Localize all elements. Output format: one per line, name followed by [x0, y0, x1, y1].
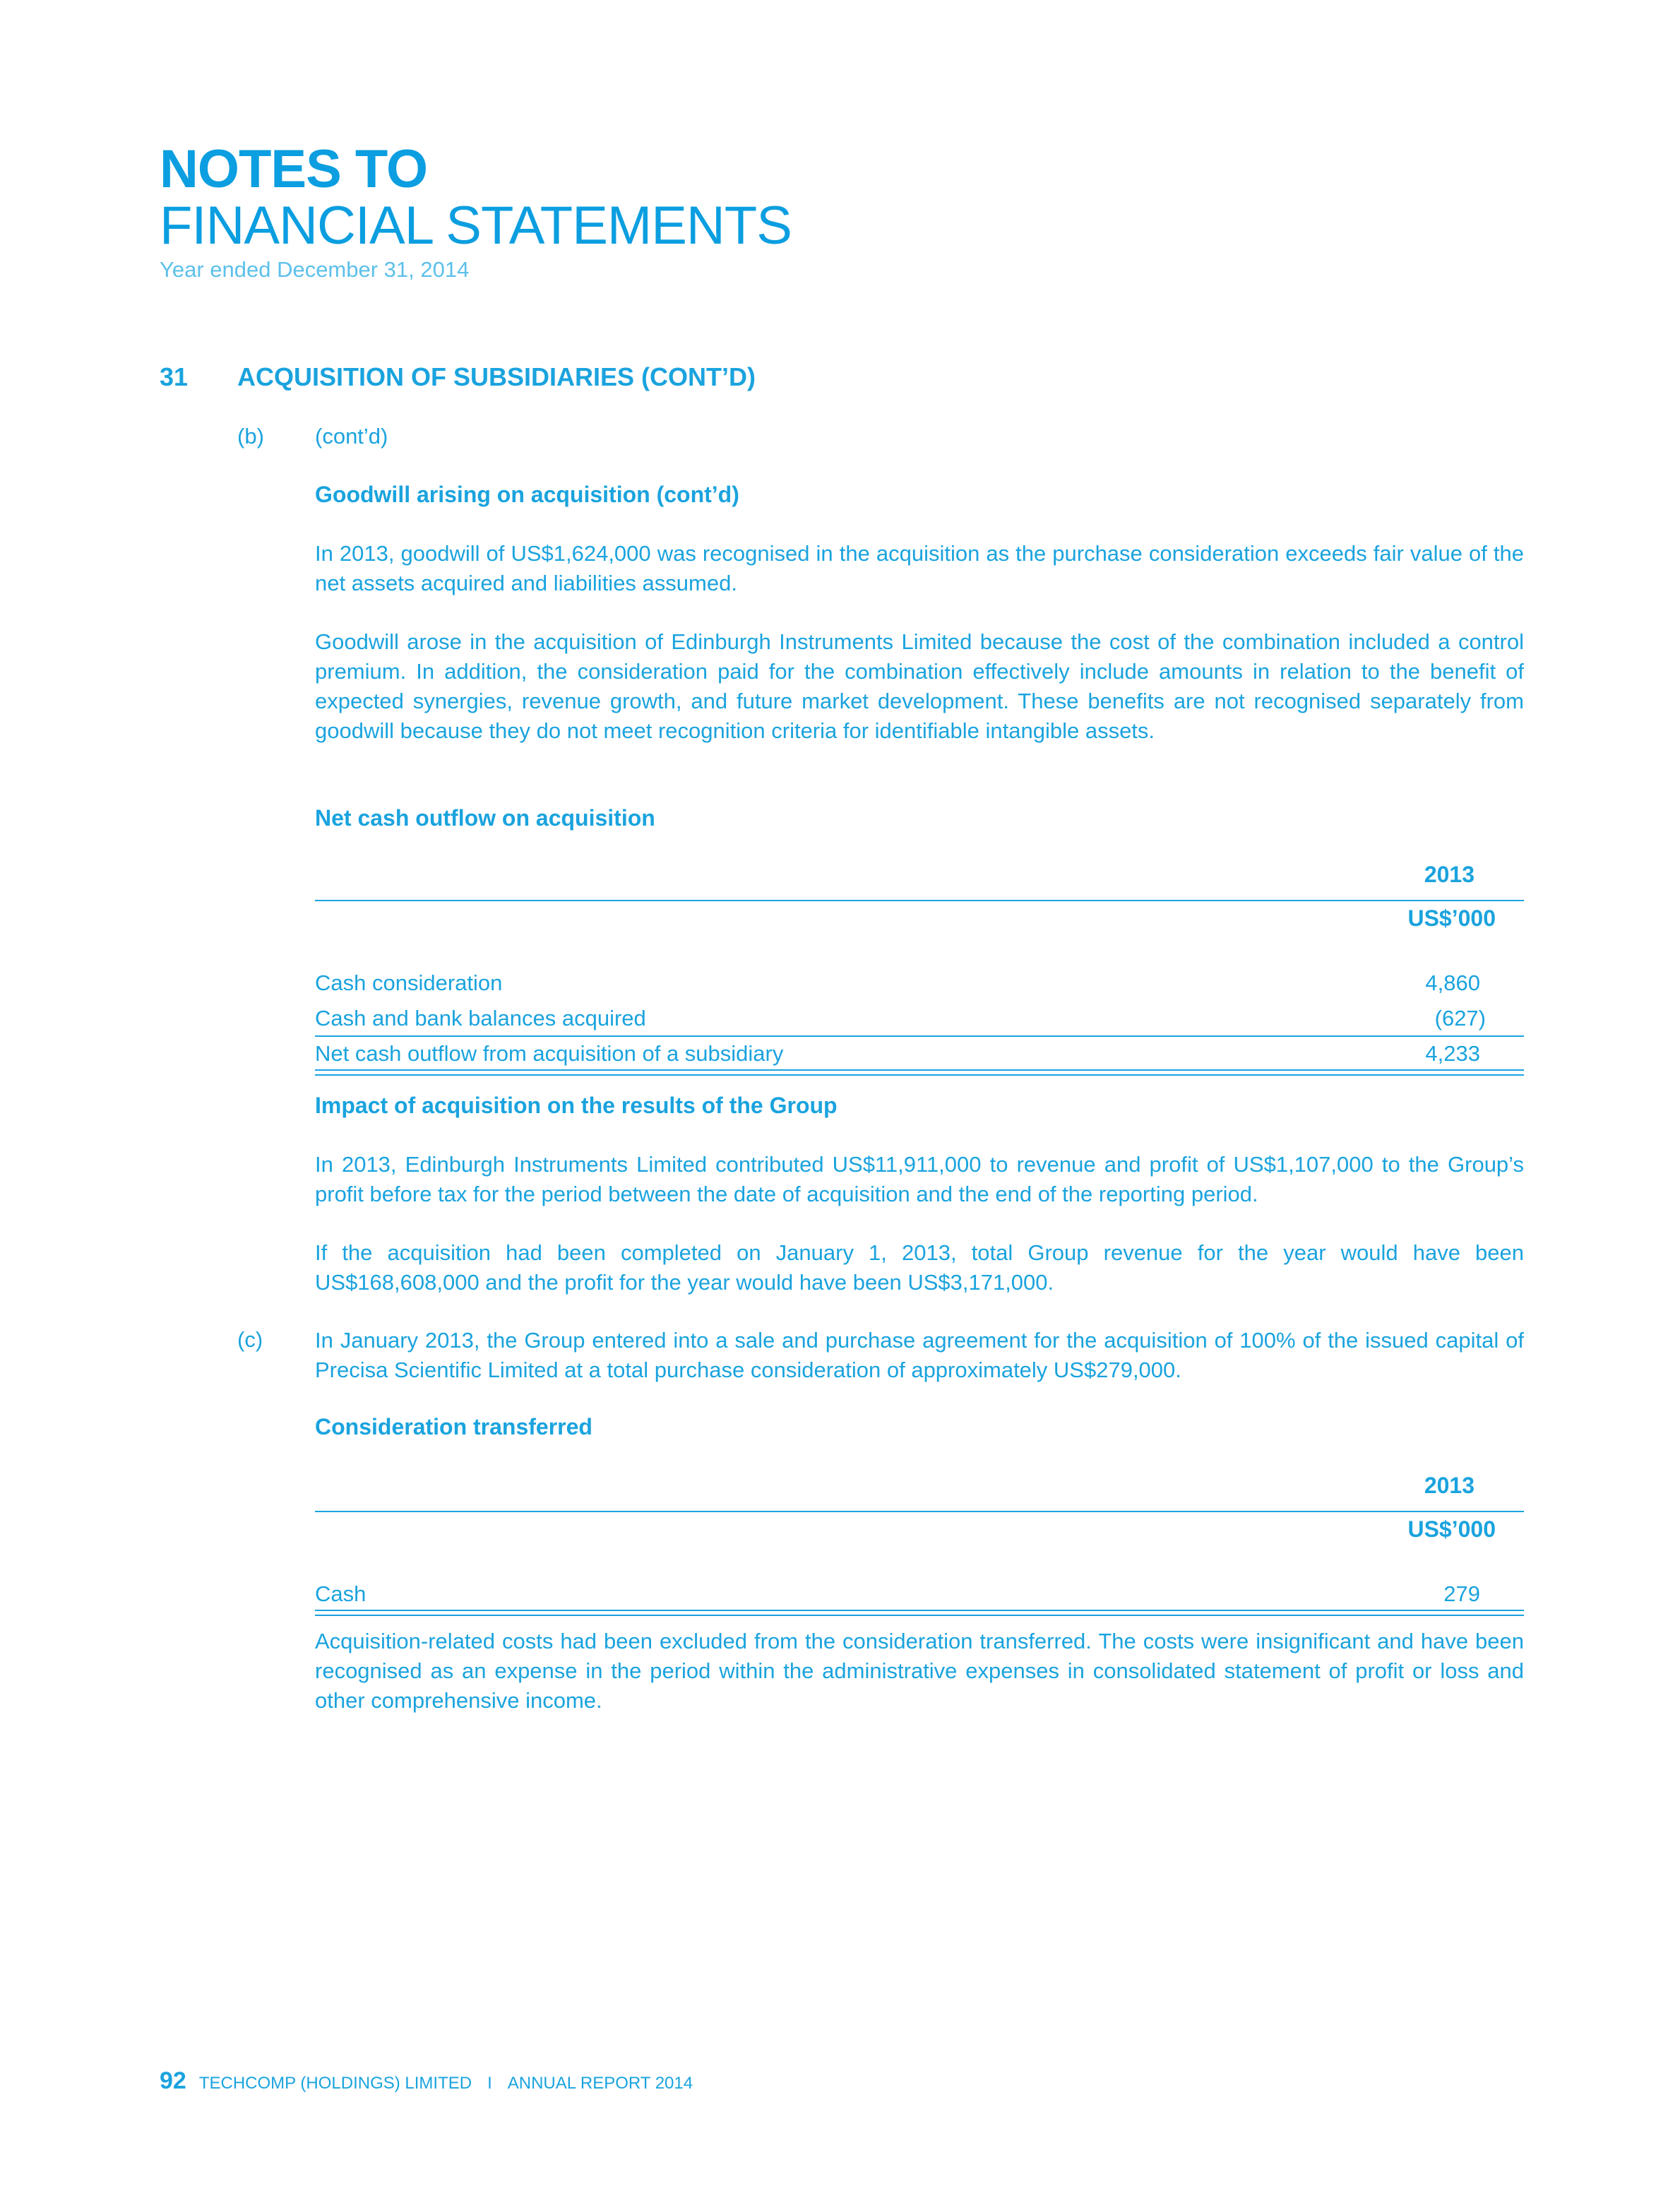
footer-report: ANNUAL REPORT 2014: [507, 2074, 693, 2093]
section-title: ACQUISITION OF SUBSIDIARIES (CONT’D): [237, 362, 756, 391]
cash-outflow-table: [315, 862, 1524, 1074]
row-value: 279: [1443, 1581, 1480, 1606]
closing-paragraph: Acquisition-related costs had been excluded from the consideration transferred. The costs were insignificant and have been recognised as an expense in the period within the administrative expenses in consolidated statement of profit or loss and other comprehensive income.: [315, 1629, 1524, 1713]
table-row: [315, 1004, 1524, 1033]
table-subtotal-rule: [315, 1035, 1524, 1037]
footer-company: TECHCOMP (HOLDINGS) LIMITED: [198, 2074, 472, 2093]
header-title-light: FINANCIAL STATEMENTS: [160, 196, 792, 256]
row-label: Cash and bank balances acquired: [315, 1006, 646, 1030]
footer-separator: I: [487, 2074, 492, 2093]
page-number: 92: [160, 2067, 186, 2094]
table-row: [315, 969, 1524, 997]
impact-paragraph-2: If the acquisition had been completed on January 1, 2013, total Group revenue for the year would have been US$168,608,000 and the profit for the year would have been US$3,171,000.: [315, 1240, 1524, 1295]
table-header-rule: [315, 1511, 1524, 1512]
table-total-double-rule: [315, 1610, 1524, 1616]
row-value: 4,233: [1425, 1041, 1480, 1066]
row-value: (627): [1434, 1006, 1486, 1030]
table-row-total: [315, 1040, 1524, 1068]
impact-heading: Impact of acquisition on the results of the Group: [315, 1093, 838, 1118]
row-value: 4,860: [1425, 970, 1480, 995]
page-footer: [160, 2067, 693, 2098]
table-unit-header: US$’000: [1407, 1516, 1496, 1542]
row-label: Cash consideration: [315, 970, 503, 995]
impact-paragraph-1: In 2013, Edinburgh Instruments Limited contributed US$11,911,000 to revenue and profit of US$1,107,000 to the Group’s profit before tax for the period between the date of acquisition and the end of the reporting period.: [315, 1152, 1524, 1206]
consideration-heading: Consideration transferred: [315, 1414, 592, 1439]
row-label: Net cash outflow from acquisition of a subsidiary: [315, 1041, 784, 1066]
header-subtitle: Year ended December 31, 2014: [160, 257, 470, 282]
goodwill-paragraph-1: In 2013, goodwill of US$1,624,000 was recognised in the acquisition as the purchase consideration exceeds fair value of the net assets acquired and liabilities assumed.: [315, 541, 1524, 595]
row-label: Cash: [315, 1581, 367, 1606]
table-unit-header: US$’000: [1407, 905, 1496, 931]
part-b-label: (b): [237, 424, 264, 449]
section-number: 31: [160, 362, 189, 391]
table-year-header: 2013: [1424, 1473, 1475, 1498]
part-b-text: (cont’d): [315, 424, 388, 449]
part-c-paragraph: In January 2013, the Group entered into a sale and purchase agreement for the acquisition of 100% of the issued capital of Precisa Scientific Limited at a total purchase consideration of approximately US$279,000.: [315, 1328, 1524, 1382]
table-header-rule: [315, 900, 1524, 901]
cash-outflow-heading: Net cash outflow on acquisition: [315, 805, 655, 831]
table-total-double-rule: [315, 1069, 1524, 1076]
table-row-total: [315, 1580, 1524, 1608]
header-title-bold: NOTES TO: [160, 139, 428, 199]
goodwill-paragraph-2: Goodwill arose in the acquisition of Edinburgh Instruments Limited because the cost of the combination included a control premium. In addition, the consideration paid for the combination effectively include amounts in relation to the benefit of expected synergies, revenue growth, and future market development. These benefits are not recognised separately from goodwill because they do not meet recognition criteria for identifiable intangible assets.: [315, 629, 1524, 743]
consideration-table: [315, 1473, 1524, 1614]
part-c-label: (c): [237, 1327, 263, 1352]
table-year-header: 2013: [1424, 862, 1475, 887]
goodwill-heading: Goodwill arising on acquisition (cont’d): [315, 482, 739, 507]
